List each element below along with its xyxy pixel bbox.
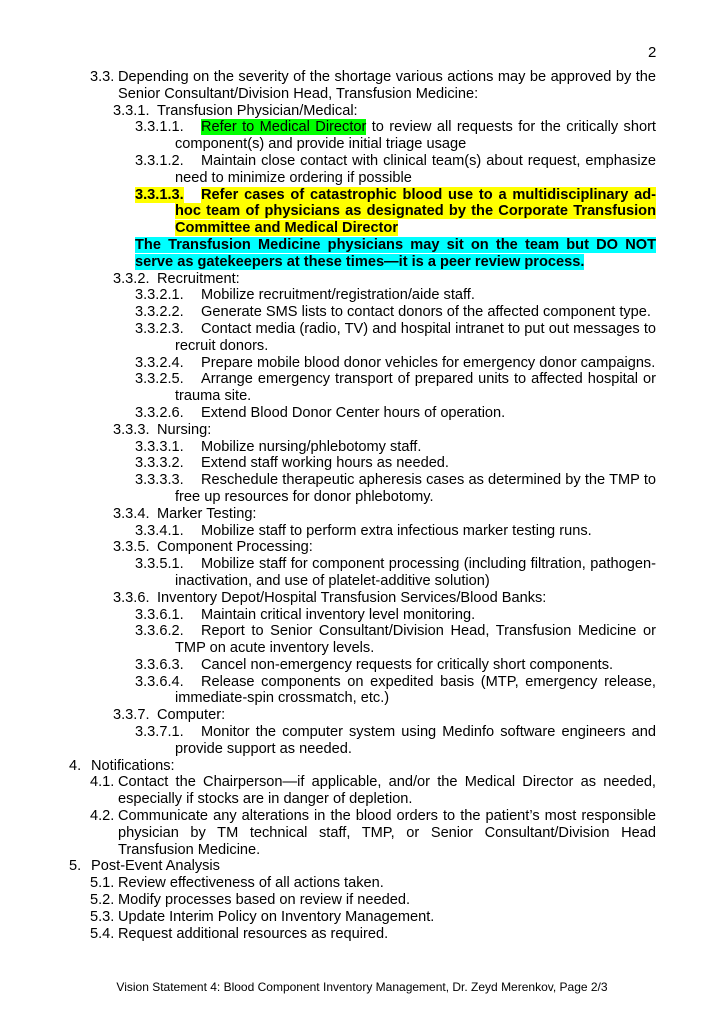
item-text: Post-Event Analysis — [91, 858, 220, 875]
item-text: Mobilize staff to perform extra infectious marker testing runs. — [201, 522, 592, 539]
item-number: 3.3.3. — [113, 421, 150, 438]
item-text: Nursing: — [157, 421, 212, 438]
section-heading — [69, 858, 656, 875]
list-item — [113, 421, 656, 439]
item-text: to review all requests for the critically short component(s) and provide initial triage usage — [175, 119, 656, 153]
item-number: 3.3.2. — [113, 270, 150, 287]
list-item — [90, 808, 656, 858]
item-number: 3.3.2.6. — [135, 404, 184, 421]
item-text: Prepare mobile blood donor vehicles for emergency donor campaigns. — [201, 354, 656, 371]
note-text: The Transfusion Medicine physicians may sit on the team but DO NOT serve as gatekeepers at these times—it is a peer review process. — [135, 236, 656, 270]
item-number: 4.1. — [90, 774, 115, 791]
item-text: Monitor the computer system using Medinfo software engineers and provide support as needed. — [175, 724, 656, 757]
item-number: 3.3.1.1. — [135, 119, 184, 136]
list-item — [135, 673, 656, 708]
list-item — [135, 472, 656, 506]
list-item — [135, 404, 656, 422]
list-item — [113, 707, 656, 724]
item-number: 3.3. — [90, 69, 115, 85]
item-number: 4.2. — [90, 808, 115, 825]
item-number: 3.3.7. — [113, 707, 150, 724]
item-text: Report to Senior Consultant/Division Head, Transfusion Medicine or TMP on acute inventory levels. — [175, 623, 656, 657]
item-text: Refer cases of catastrophic blood use to a multidisciplinary ad-hoc team of physicians as designated by the Corporate Transfusion Committee and Medical Director — [175, 186, 656, 237]
list-item — [90, 774, 656, 808]
item-text: Communicate any alterations in the blood orders to the patient’s most responsible physician by TM technical staff, TMP, or Senior Consultant/Division Head Transfusion Medicine. — [118, 808, 656, 858]
item-number: 3.3.2.5. — [135, 371, 184, 388]
list-item — [135, 623, 656, 657]
item-text: Review effectiveness of all actions taken. — [118, 875, 384, 892]
item-number: 3.3.2.3. — [135, 320, 184, 337]
item-number: 3.3.2.1. — [135, 287, 184, 304]
list-item — [90, 875, 656, 892]
item-text: Maintain critical inventory level monitoring. — [201, 606, 476, 623]
list-item — [135, 354, 656, 372]
list-item — [135, 556, 656, 590]
list-item — [135, 152, 656, 187]
item-number: 3.3.7.1. — [135, 724, 184, 741]
page-footer: Vision Statement 4: Blood Component Inventory Management, Dr. Zeyd Merenkov, Page 2/3 — [116, 980, 608, 994]
item-text: Recruitment: — [157, 270, 240, 287]
item-text: Arrange emergency transport of prepared units to affected hospital or trauma site. — [175, 371, 656, 405]
item-text: Mobilize recruitment/registration/aide staff. — [201, 287, 475, 304]
list-item — [135, 455, 656, 472]
item-number: 5.4. — [90, 925, 115, 942]
item-text: Extend Blood Donor Center hours of operation. — [201, 404, 506, 421]
item-number: 3.3.2.4. — [135, 354, 184, 371]
item-text: Extend staff working hours as needed. — [201, 455, 449, 472]
item-number: 3.3.1.2. — [135, 152, 184, 169]
highlighted-text: Refer to Medical Director — [201, 119, 367, 136]
list-item — [135, 304, 656, 321]
item-number: 3.3.2.2. — [135, 304, 184, 321]
list-item — [90, 925, 656, 943]
item-text: Release components on expedited basis (MTP, emergency release, immediate-spin crossmatch, etc.) — [175, 673, 656, 707]
item-text: Mobilize nursing/phlebotomy staff. — [201, 438, 422, 455]
item-text: Reschedule therapeutic apheresis cases as determined by the TMP to free up resources for donor phlebotomy. — [175, 472, 656, 505]
item-text: Generate SMS lists to contact donors of the affected component type. — [201, 304, 651, 321]
item-number: 3.3.3.1. — [135, 438, 184, 455]
item-text: Mobilize staff for component processing (including filtration, pathogen-inactivation, and use of platelet-additive solution) — [175, 556, 656, 589]
item-text: Maintain close contact with clinical team(s) about request, emphasize need to minimize ordering if possible — [175, 152, 656, 186]
item-number: 3.3.6.2. — [135, 623, 184, 640]
item-text: Transfusion Physician/Medical: — [157, 102, 358, 119]
item-number: 5.3. — [90, 908, 115, 925]
item-number: 5. — [69, 858, 82, 875]
list-item-highlighted — [135, 186, 656, 237]
list-item — [113, 589, 656, 607]
item-text: Marker Testing: — [157, 505, 257, 522]
list-item — [113, 539, 656, 556]
item-text: Depending on the severity of the shortage various actions may be approved by the Senior Consultant/Division Head, Transfusion Medicine: — [118, 69, 656, 102]
list-item — [135, 438, 656, 456]
item-text: Notifications: — [91, 757, 175, 774]
list-item — [135, 656, 656, 674]
list-item — [90, 908, 656, 926]
list-item — [113, 505, 656, 523]
item-number: 3.3.4. — [113, 505, 150, 522]
item-text: Modify processes based on review if needed. — [118, 892, 411, 909]
item-number: 3.3.5. — [113, 539, 150, 556]
item-text: Computer: — [157, 707, 226, 724]
item-text: Request additional resources as required. — [118, 925, 389, 942]
section-heading — [69, 757, 656, 775]
item-number: 3.3.3.2. — [135, 455, 184, 472]
item-text: Component Processing: — [157, 539, 313, 556]
page-number: 2 — [648, 44, 657, 61]
list-item — [135, 371, 656, 405]
item-number: 4. — [69, 757, 82, 774]
list-item — [113, 270, 656, 288]
item-text: Contact the Chairperson—if applicable, and/or the Medical Director as needed, especially if stocks are in danger of depletion. — [118, 774, 656, 808]
item-text: Cancel non-emergency requests for critically short components. — [201, 656, 614, 673]
item-number: 3.3.1.3. — [135, 186, 184, 203]
item-number: 5.2. — [90, 892, 115, 909]
item-text: Update Interim Policy on Inventory Management. — [118, 908, 435, 925]
list-item — [135, 320, 656, 355]
item-number: 3.3.6. — [113, 589, 150, 606]
item-number: 3.3.4.1. — [135, 522, 184, 539]
item-number: 3.3.3.3. — [135, 472, 184, 489]
list-item — [90, 69, 656, 103]
item-number: 3.3.1. — [113, 102, 150, 119]
item-number: 3.3.6.3. — [135, 656, 184, 673]
list-item — [135, 119, 656, 153]
item-number: 5.1. — [90, 875, 115, 892]
list-item — [113, 102, 656, 120]
list-item — [135, 522, 656, 540]
list-item — [135, 606, 656, 624]
item-number: 3.3.5.1. — [135, 556, 184, 573]
item-number: 3.3.6.1. — [135, 606, 184, 623]
note-paragraph — [135, 237, 656, 271]
list-item — [90, 892, 656, 909]
item-number: 3.3.6.4. — [135, 673, 184, 690]
list-item — [135, 287, 656, 304]
list-item — [135, 724, 656, 758]
document-body — [0, 69, 724, 942]
item-text: Contact media (radio, TV) and hospital intranet to put out messages to recruit donors. — [175, 320, 656, 354]
item-text: Inventory Depot/Hospital Transfusion Services/Blood Banks: — [157, 589, 547, 606]
